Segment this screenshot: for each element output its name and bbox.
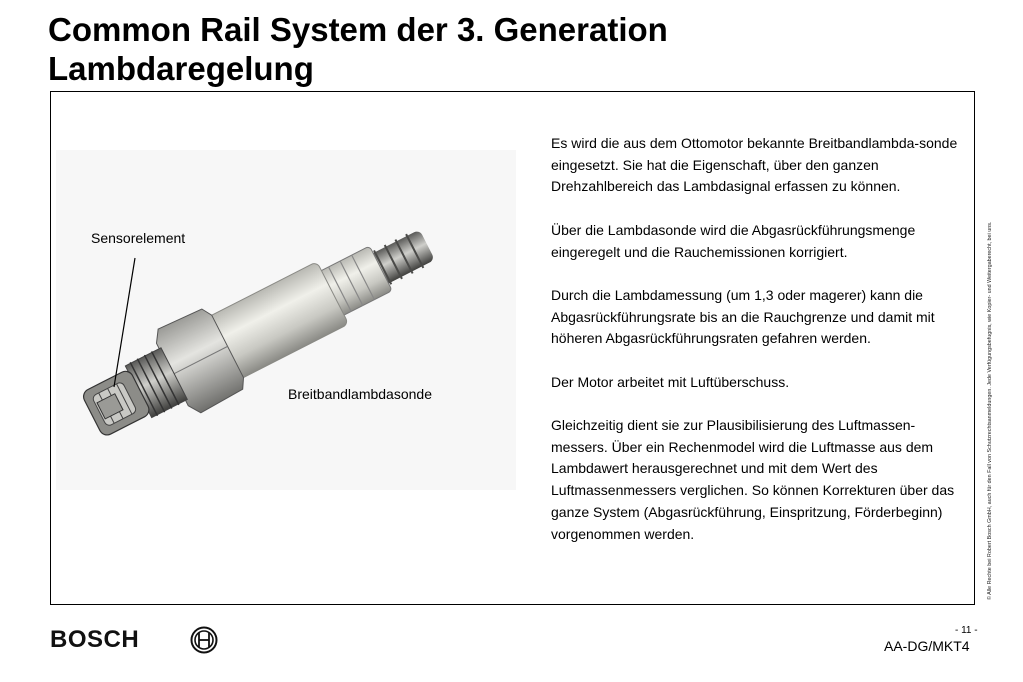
document-code: AA-DG/MKT4 [884, 638, 970, 654]
label-sensor-element: Sensorelement [91, 230, 186, 246]
paragraph: Durch die Lambdamessung (um 1,3 oder magerer) kann die Abgasrückführungsrate bis an die Rauchgrenze und damit mit höheren Abgasrückführungsraten gefahren werden. [551, 286, 935, 347]
paragraph: Gleichzeitig dient sie zur Plausibilisierung des Luftmassen-messers. Über ein Rechenmodel wird die Luftmasse aus dem Lambdawert herausgerechnet und mit dem Wert des Luftmassenmessers verglichen. So können Korrekturen über das ganze System (Abgasrückführung, Einspritzung, Förderbeginn) vorgenommen werden. [551, 417, 955, 542]
slide-title-line-1: Common Rail System der 3. Generation [48, 11, 668, 48]
bosch-wordmark: BOSCH [50, 626, 140, 653]
slide-title [48, 10, 668, 88]
slide-title-line-2: Lambdaregelung [48, 50, 314, 87]
body-text [551, 133, 961, 545]
label-wideband-lambda-probe: Breitbandlambdasonde [288, 386, 432, 402]
lambda-sensor-illustration [56, 150, 516, 490]
bosch-armature-logo-icon [190, 626, 218, 654]
paragraph: Es wird die aus dem Ottomotor bekannte Breitbandlambda-sonde eingesetzt. Sie hat die Eigenschaft, über den ganzen Drehzahlbereich das Lambdasignal erfassen zu können. [551, 135, 958, 195]
paragraph: Der Motor arbeitet mit Luftüberschuss. [551, 373, 790, 390]
page-number: - 11 - [955, 625, 978, 636]
paragraph: Über die Lambdasonde wird die Abgasrückführungsmenge eingeregelt und die Rauchemissionen korrigiert. [551, 221, 916, 260]
copyright-notice: © Alle Rechte bei Robert Bosch GmbH, auch für den Fall von Schutzrechtsanmeldungen. Jede Verfügungsbefugnis, wie Kopier- und Weitergaberecht, bei uns. [987, 221, 993, 600]
